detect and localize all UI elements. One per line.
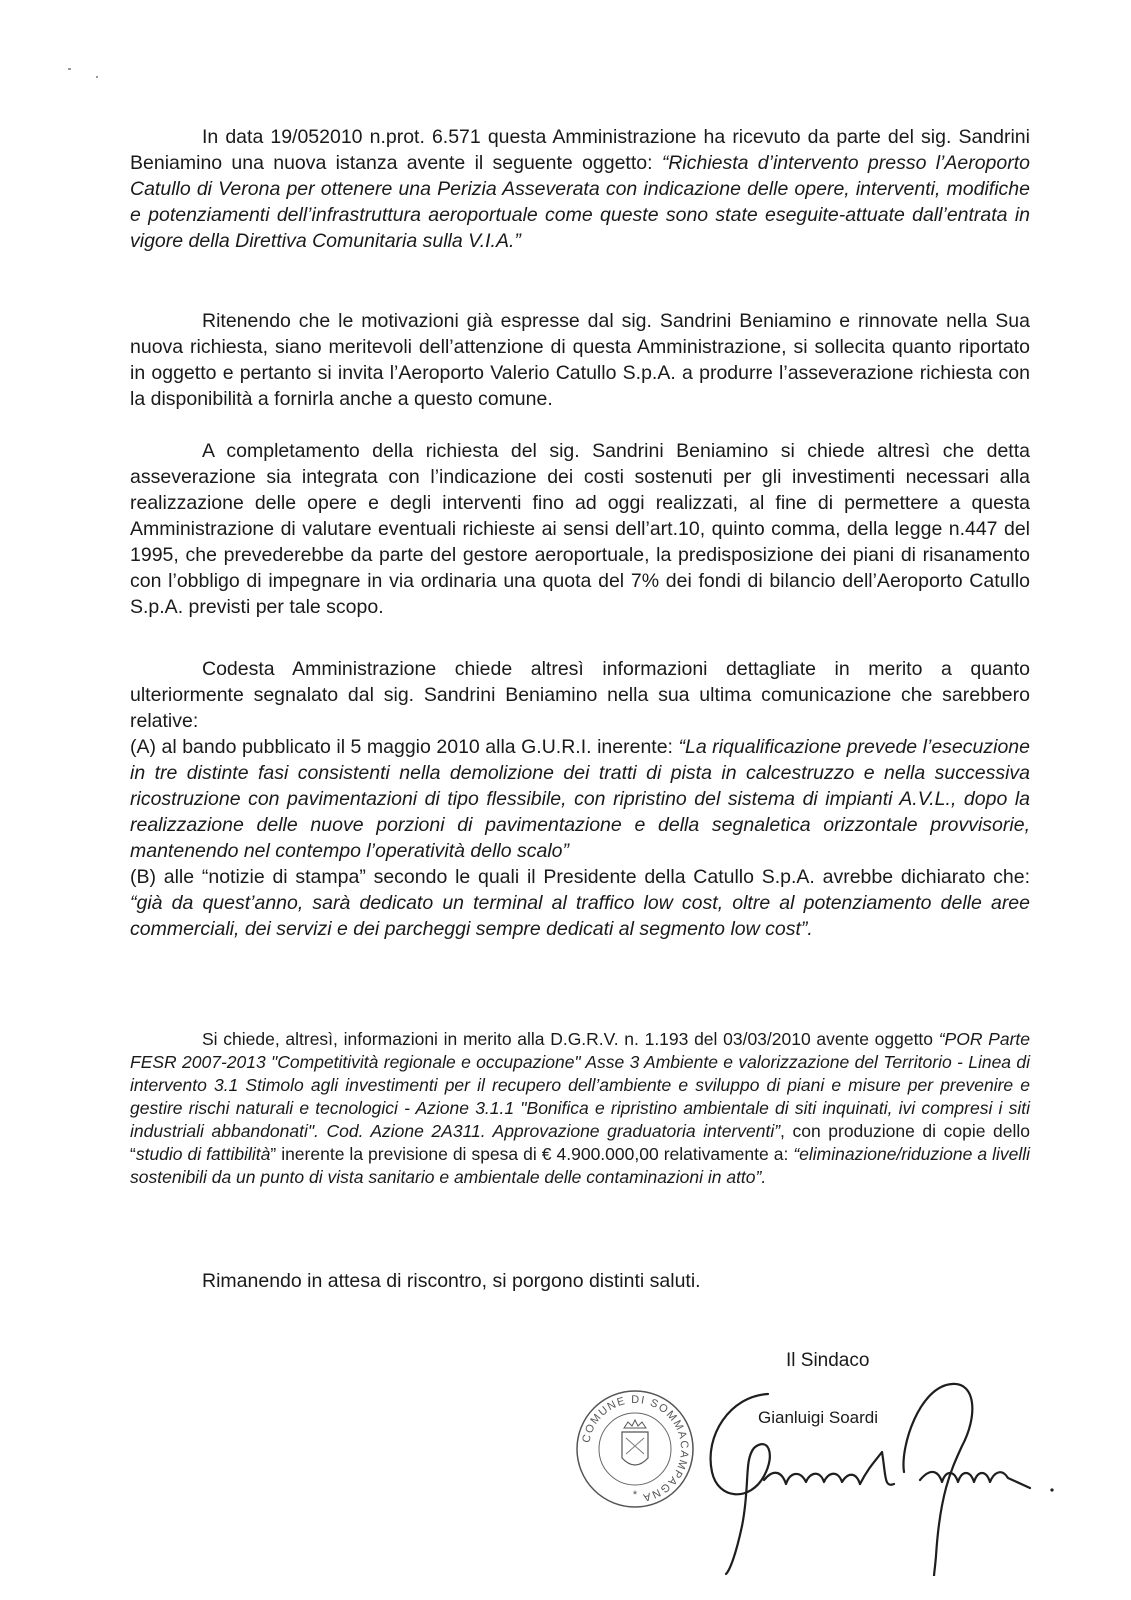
municipal-seal-stamp: [574, 1388, 696, 1510]
paragraph-further-info: [130, 656, 1030, 942]
scan-speck: [96, 76, 98, 78]
paragraph-dgrv-request: Si chiede, altresì, informazioni in merito alla D.G.R.V. n. 1.193 del 03/03/2010 avente oggetto “POR Parte FESR 2007-2013 "Competitività regionale e occupazione" Asse 3 Ambiente e valorizzazione del Territorio - Linea di intervento 3.1 Stimolo agli investimenti per il recupero dell’ambiente e sviluppo di piani e misure per prevenire e gestire rischi naturali e tecnologici - Azione 3.1.1 "Bonifica e ripristino ambientale di siti inquinati, ivi compresi i siti industriali abbandonati". Cod. Azione 2A311. Approvazione graduatoria interventi”, con produzione di copie dello “studio di fattibilità” inerente la previsione di spesa di € 4.900.000,00 relativamente a: “eliminazione/riduzione a livelli sostenibili da un punto di vista sanitario e ambientale delle contaminazioni in atto”.: [130, 1029, 1030, 1187]
request-subject-quote: “Richiesta d’intervento presso l’Aeroporto Catullo di Verona per ottenere una Perizia Asseverata con indicazione delle opere, interventi, modifiche e potenziamenti dell’infrastruttura aeroportuale come queste sono state eseguite-attuate dall’entrata in vigore della Direttiva Comunitaria sulla V.I.A.”: [130, 152, 1031, 252]
scan-speck: [68, 68, 71, 70]
paragraph-text: Ritenendo che le motivazioni già espresse dal sig. Sandrini Beniamino e rinnovate nella Sua nuova richiesta, siano meritevoli dell’attenzione di questa Amministrazione, si sollecita quanto riportato in oggetto e pertanto si invita l’Aeroporto Valerio Catullo S.p.A. a produrre l’asseverazione richiesta con la disponibilità a fornirla anche a questo comune.: [130, 310, 1030, 410]
handwritten-signature: [690, 1376, 1070, 1576]
svg-text:COMUNE DI SOMMACAMPAGNA: [580, 1394, 690, 1504]
paragraph-text: In data 19/052010 n.prot. 6.571 questa Amministrazione ha ricevuto da parte del sig. Sandrini Beniamino una nuova istanza avente il seguente oggetto:: [130, 126, 1030, 174]
signer-name: Gianluigi Soardi: [758, 1408, 879, 1427]
closing-text: Rimanendo in attesa di riscontro, si porgono distinti saluti.: [202, 1270, 701, 1292]
svg-text:*: *: [632, 1489, 638, 1501]
paragraph-text: A completamento della richiesta del sig. Sandrini Beniamino si chiede altresì che detta asseverazione sia integrata con l’indicazione dei costi sostenuti per gli investimenti necessari alla realizzazione delle opere e degli interventi fino ad oggi realizzati, al fine di permettere a questa Amministrazione di valutare eventuali richieste ai sensi dell’art.10, quinto comma, della legge n.447 del 1995, che prevederebbe da parte del gestore aeroportuale, la predisposizione dei piani di risanamento con l’obbligo di impegnare in via ordinaria una quota del 7% dei fondi di bilancio dell’Aeroporto Catullo S.p.A. previsti per tale scopo.: [130, 440, 1030, 618]
paragraph-closing: [130, 1268, 1030, 1294]
paragraph-cost-integration: [130, 438, 1030, 620]
item-a-quote: “La riqualificazione prevede l’esecuzione in tre distinte fasi consistenti nella demolizione dei tratti di pista in calcestruzzo e nella successiva ricostruzione con pavimentazioni di tipo flessibile, con ripristino del sistema di impianti A.V.L., dopo la realizzazione delle nuove porzioni di pavimentazione e della segnaletica orizzontale provvisorie, mantenendo nel contempo l’operatività dello scalo”: [130, 736, 1030, 862]
item-b: (B) alle “notizie di stampa” secondo le quali il Presidente della Catullo S.p.A. avrebbe dichiarato che: “già da quest’anno, sarà dedicato un terminal al traffico low cost, oltre al potenziamento delle aree commerciali, dei servizi e dei parcheggi sempre dedicati al segmento low cost”.: [130, 866, 1030, 940]
seal-text: COMUNE DI SOMMACAMPAGNA: [580, 1393, 691, 1504]
item-a: (A) al bando pubblicato il 5 maggio 2010 alla G.U.R.I. inerente: “La riqualificazione prevede l’esecuzione in tre distinte fasi consistenti nella demolizione dei tratti di pista in calcestruzzo e nella successiva ricostruzione con pavimentazioni di tipo flessibile, con ripristino del sistema di impianti A.V.L., dopo la realizzazione delle nuove porzioni di pavimentazione e della segnaletica orizzontale provvisorie, mantenendo nel contempo l’operatività dello scalo”: [130, 736, 1030, 862]
signer-role: Il Sindaco: [786, 1350, 870, 1371]
paragraph-text: Codesta Amministrazione chiede altresì informazioni dettagliate in merito a quanto ulteriormente segnalato dal sig. Sandrini Beniamino nella sua ultima comunicazione che sarebbero relative:: [130, 658, 1030, 732]
paragraph-request-received: [130, 124, 1030, 254]
item-b-quote: “già da quest’anno, sarà dedicato un terminal al traffico low cost, oltre al potenziamento delle aree commerciali, dei servizi e dei parcheggi sempre dedicati al segmento low cost”.: [130, 892, 1030, 940]
paragraph-solicitation: [130, 308, 1030, 412]
contamination-quote: “eliminazione/riduzione a livelli sostenibili da un punto di vista sanitario e ambientale delle contaminazioni in atto”.: [130, 1144, 1030, 1187]
dgrv-subject-quote: “POR Parte FESR 2007-2013 "Competitività regionale e occupazione" Asse 3 Ambiente e valorizzazione del Territorio - Linea di intervento 3.1 Stimolo agli investimenti per il recupero dell’ambiente e sviluppo di piani e misure per prevenire e gestire rischi naturali e tecnologici - Azione 3.1.1 "Bonifica e ripristino ambientale di siti inquinati, ivi compresi i siti industriali abbandonati". Cod. Azione 2A311. Approvazione graduatoria interventi”: [130, 1029, 1030, 1141]
